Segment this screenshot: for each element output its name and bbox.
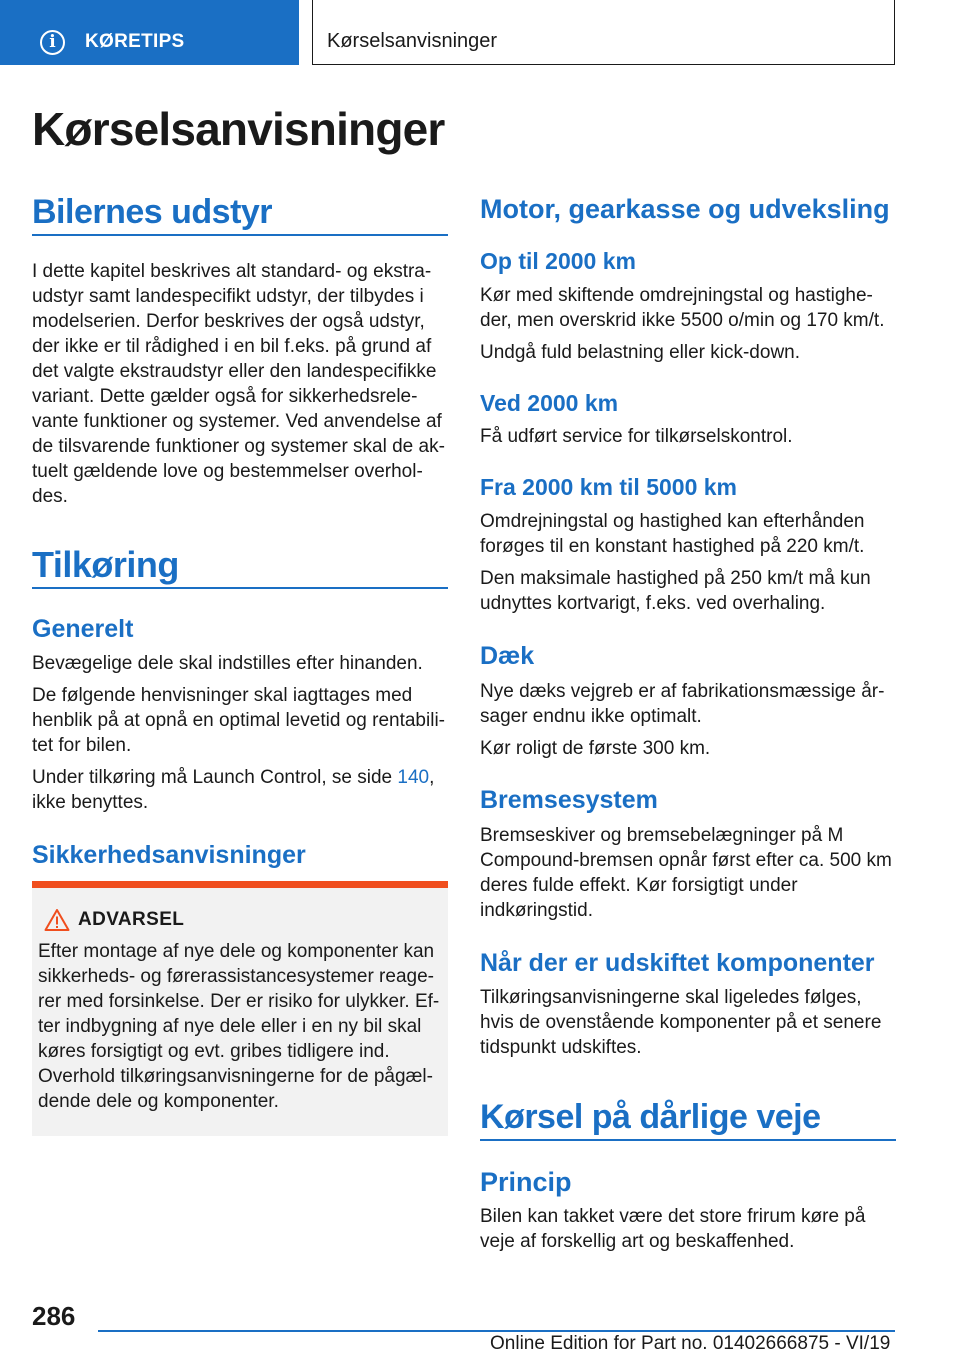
page-number: 286 <box>32 1301 76 1331</box>
page-link-140[interactable]: 140 <box>397 767 430 788</box>
warning-text: Efter montage af nye dele og komponenter kan sikkerheds- og førerassistancesystemer reagerer med forsinkelse. Der er risiko for ulykker. Efter indbygning af nye dele eller i en ny bil skal køres forsigtigt og evt. gribes tidligere ind. Overhold tilkøringsanvisningerne for de pågældende dele og komponenter. <box>38 941 440 1112</box>
breadcrumb-label: Kørselsanvisninger <box>327 30 498 52</box>
section-label: KØRETIPS <box>85 31 185 52</box>
paragraph-generelt-2: De følgende henvisninger skal iagttages med henblik på at opnå en optimal levetid og rentabilitet for bilen. <box>32 685 445 756</box>
paragraph-text: , ikke benyttes. <box>32 767 435 813</box>
heading-generelt: Generelt <box>32 615 134 643</box>
heading-rule <box>32 587 448 589</box>
paragraph-brems-1: Bremseskiver og bremsebelægninger på M Compound-bremsen opnår først efter ca. 500 km deres fulde effekt. Kør forsigtigt under indkøringstid. <box>480 825 892 921</box>
footer-edition: Online Edition for Part no. 01402666875 - VI/19 <box>490 1333 891 1354</box>
paragraph-daek-2: Kør roligt de første 300 km. <box>480 738 711 759</box>
paragraph-daek-1: Nye dæks vejgreb er af fabrikationsmæssige årsager endnu ikke optimalt. <box>480 681 885 727</box>
heading-op-til-2000: Op til 2000 km <box>480 248 636 274</box>
warning-box <box>32 888 448 1136</box>
page-title: Kørselsanvisninger <box>32 103 445 155</box>
info-icon: i <box>40 30 65 55</box>
heading-udskiftet: Når der er udskiftet komponenter <box>480 949 875 977</box>
heading-rule <box>480 1139 896 1141</box>
footer-rule <box>98 1330 895 1332</box>
left-column <box>32 0 448 1362</box>
warning-label: ADVARSEL <box>78 909 185 930</box>
heading-sikkerhedsanvisninger: Sikkerhedsanvisninger <box>32 841 306 869</box>
heading-bremsesystem: Bremsesystem <box>480 786 658 814</box>
paragraph-text: Under tilkøring må Launch Control, se side <box>32 767 398 788</box>
paragraph-fra-2: Den maksimale hastighed på 250 km/t må kun udnyttes kortvarigt, f.eks. ved overhaling. <box>480 568 871 614</box>
heading-bilernes-udstyr: Bilernes udstyr <box>32 193 273 231</box>
paragraph-udstyr: I dette kapitel beskrives alt standard- og ekstraudstyr samt landespecifikt udstyr, der tilbydes i modelserien. Derfor beskrives der også udstyr, der ikke er til rådighed i en bil f.eks. på grund af det valgte ekstraudstyr eller den landespecifikke variant. Dette gælder også for sikkerhedsrelevante funktioner og systemer. Ved anvendelse af de tilsvarende funktioner og systemer skal de aktuelt gældende love og bestemmelser overholdes. <box>32 261 445 507</box>
heading-ved-2000: Ved 2000 km <box>480 390 619 416</box>
paragraph-generelt-3 <box>32 765 448 815</box>
paragraph-op-til-1: Kør med skiftende omdrejningstal og hastigheder, men overskrid ikke 5500 o/min og 170 km/t. <box>480 285 885 331</box>
warning-triangle-icon <box>44 908 70 932</box>
paragraph-fra-1: Omdrejningstal og hastighed kan efterhånden forøges til en konstant hastighed på 220 km/t. <box>480 511 865 557</box>
heading-daek: Dæk <box>480 642 535 670</box>
heading-princip: Princip <box>480 1167 572 1197</box>
right-column <box>480 0 896 1362</box>
paragraph-udskiftet-1: Tilkøringsanvisningerne skal ligeledes følges, hvis de ovenstående komponenter på et senere tidspunkt udskiftes. <box>480 987 882 1058</box>
heading-fra-2000: Fra 2000 km til 5000 km <box>480 474 737 500</box>
paragraph-op-til-2: Undgå fuld belastning eller kick-down. <box>480 342 801 363</box>
warning-bar <box>32 881 448 888</box>
heading-rule <box>32 234 448 236</box>
paragraph-generelt-1: Bevægelige dele skal indstilles efter hinanden. <box>32 653 423 674</box>
heading-motor: Motor, gearkasse og udveksling <box>480 194 890 224</box>
heading-daarlige-veje: Kørsel på dårlige veje <box>480 1098 821 1136</box>
paragraph-ved-1: Få udført service for tilkørselskontrol. <box>480 426 793 447</box>
paragraph-princip-1: Bilen kan takket være det store frirum køre på veje af forskellig art og beskaffenhed. <box>480 1206 866 1252</box>
heading-tilkoring: Tilkøring <box>32 544 179 585</box>
